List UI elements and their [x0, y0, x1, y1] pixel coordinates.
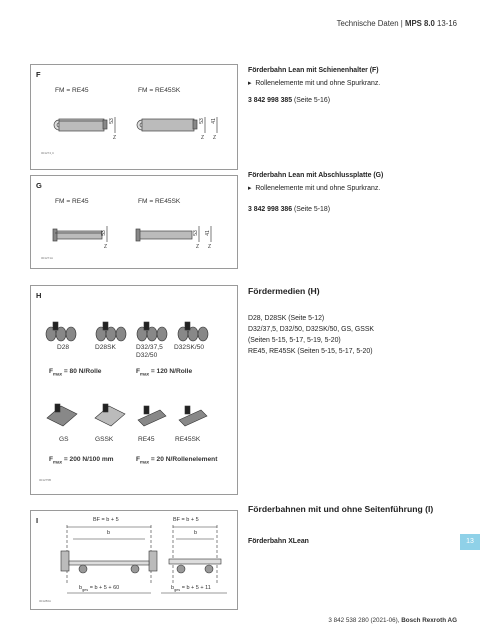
medium-gssk: GSSK — [95, 436, 114, 443]
force-20: $F_{max} = 20$ N/Rollenelement — [136, 456, 218, 465]
medium-d32-50: D32/50 — [136, 352, 158, 359]
h-line-1: D28, D28SK (Seite 5-12) — [248, 315, 325, 322]
panel-g-dim1: 53 — [100, 230, 107, 236]
panel-g-dim2: 53 — [192, 230, 199, 236]
medium-re45sk: RE45SK — [175, 436, 201, 443]
panel-f-drawing — [31, 65, 237, 169]
panel-f-fm1: FM = RE45 — [55, 87, 89, 94]
panel-f — [30, 64, 238, 170]
medium-d28sk: D28SK — [95, 344, 116, 351]
page-header — [337, 19, 457, 28]
force-80: $F_{max} = 80$ N/Rolle — [49, 368, 102, 377]
i-title: Förderbahnen mit und ohne Seitenführung (I) — [248, 504, 434, 514]
panel-i-code: 001280A — [39, 599, 52, 603]
panel-i-drawing — [31, 511, 237, 609]
header-separator: | — [400, 19, 403, 28]
panel-f-z3: Z — [213, 135, 217, 141]
panel-f-label: F — [36, 70, 41, 79]
medium-d32-37: D32/37,5 — [136, 344, 163, 351]
panel-g-code: 001271A — [41, 256, 54, 260]
panel-g-z2: Z — [196, 244, 200, 250]
i-bges2: $b_{ges} = b + 5 + 11$ — [171, 585, 211, 593]
page-footer — [328, 617, 457, 624]
i-subtitle: Förderbahn XLean — [248, 538, 309, 545]
i-bf1: BF = b + 5 — [93, 517, 119, 523]
panel-f-dim1: 53 — [108, 118, 115, 124]
panel-h-code: 001275B — [39, 478, 52, 482]
i-bf2: BF = b + 5 — [173, 517, 199, 523]
footer-doc: 3 842 538 280 (2021-06), — [328, 617, 400, 624]
bullet-icon: ▸ — [248, 185, 252, 192]
panel-g-fm1: FM = RE45 — [55, 198, 89, 205]
header-product: MPS 8.0 — [404, 19, 435, 28]
panel-i-label: I — [36, 516, 39, 525]
panel-g-z: Z — [104, 244, 108, 250]
panel-i — [30, 510, 238, 610]
panel-f-fm2: FM = RE45SK — [138, 87, 181, 94]
f-title: Förderbahn Lean mit Schienenhalter (F) — [248, 67, 379, 74]
force-200: $F_{max} = 200$ N/100 mm — [49, 456, 114, 465]
panel-g-label: G — [36, 181, 42, 190]
g-title: Förderbahn Lean mit Abschlussplatte (G) — [248, 172, 384, 179]
f-part: 3 842 998 385 (Seite 5-16) — [248, 97, 330, 104]
g-part: 3 842 998 386 (Seite 5-18) — [248, 206, 330, 213]
panel-f-code: 001274¸C — [41, 151, 55, 155]
i-bges1: $b_{ges} = b + 5 + 60$ — [79, 585, 120, 593]
medium-re45: RE45 — [138, 436, 155, 443]
panel-h — [30, 285, 238, 495]
f-bullet: ▸ Rollenelemente mit und ohne Spurkranz. — [248, 80, 381, 87]
medium-d28: D28 — [57, 344, 70, 351]
h-line-3: (Seiten 5-15, 5-17, 5-19, 5-20) — [248, 337, 341, 344]
medium-gs: GS — [59, 436, 69, 443]
panel-g-z3: Z — [208, 244, 212, 250]
medium-d32sk-50: D32SK/50 — [174, 344, 205, 351]
panel-g-dim3: 41 — [204, 230, 211, 236]
h-line-2: D32/37,5, D32/50, D32SK/50, GS, GSSK — [248, 326, 375, 333]
i-b2: b — [194, 530, 198, 536]
header-page: 13-16 — [437, 19, 457, 28]
chapter-tab[interactable]: 13 — [460, 534, 480, 550]
panel-f-dim3: 41 — [210, 118, 217, 124]
panel-h-label: H — [36, 291, 42, 300]
panel-g-fm2: FM = RE45SK — [138, 198, 181, 205]
panel-f-z2: Z — [201, 135, 205, 141]
panel-f-dim2: 53 — [198, 118, 205, 124]
panel-f-z: Z — [113, 135, 117, 141]
force-120: $F_{max} = 120$ N/Rolle — [136, 368, 193, 377]
h-line-4: RE45, RE45SK (Seiten 5-15, 5-17, 5-20) — [248, 348, 373, 355]
g-bullet: ▸ Rollenelemente mit und ohne Spurkranz. — [248, 185, 381, 192]
footer-company: Bosch Rexroth AG — [401, 617, 457, 624]
h-title: Fördermedien (H) — [248, 286, 320, 296]
header-section: Technische Daten — [336, 19, 399, 28]
panel-g — [30, 175, 238, 269]
i-b1: b — [107, 530, 111, 536]
panel-g-drawing — [31, 176, 237, 268]
bullet-icon: ▸ — [248, 80, 252, 87]
